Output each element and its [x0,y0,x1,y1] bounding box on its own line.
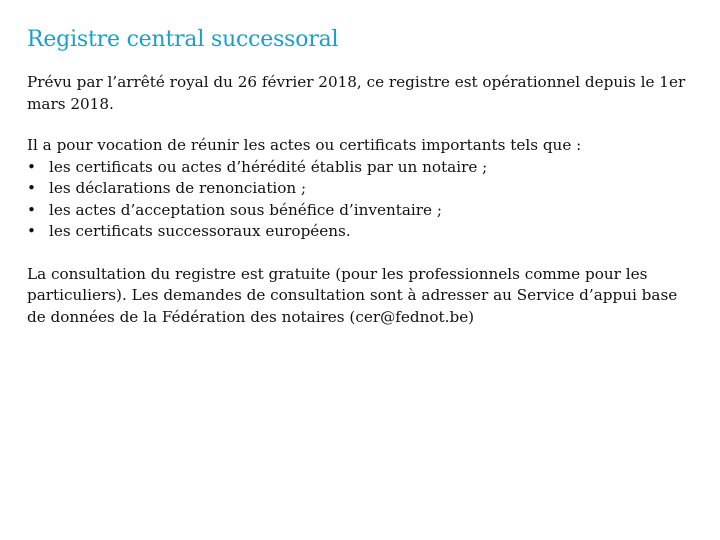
list-item-text: les certificats ou actes d’hérédité établis par un notaire ; [49,157,488,176]
list-item [27,157,687,179]
intro-paragraph: Prévu par l’arrêté royal du 26 février 2018, ce registre est opérationnel depuis le 1er mars 2018. [27,73,686,113]
bullet-icon: • [27,222,36,240]
list-item-text: les actes d’acceptation sous bénéfice d’inventaire ; [49,200,442,219]
list-item-text: les certificats successoraux européens. [49,222,351,240]
list-item-text: les déclarations de renonciation ; [49,179,307,197]
list-item [27,221,687,243]
slide-content [27,22,687,328]
vocation-paragraph: Il a pour vocation de réunir les actes ou certificats importants tels que : [27,136,582,154]
slide-title: Registre central successoral [27,27,339,52]
bullet-icon: • [27,200,36,219]
list-item [27,200,687,222]
bullet-icon: • [27,157,36,176]
closing-paragraph: La consultation du registre est gratuite (pour les professionnels comme pour les particuliers). Les demandes de consultation sont à adresser au Service d’appui base de données de la Fédération des notaires (cer@fednot.be) [27,264,678,326]
bullet-list [27,157,687,243]
list-item [27,178,687,200]
bullet-icon: • [27,179,36,197]
